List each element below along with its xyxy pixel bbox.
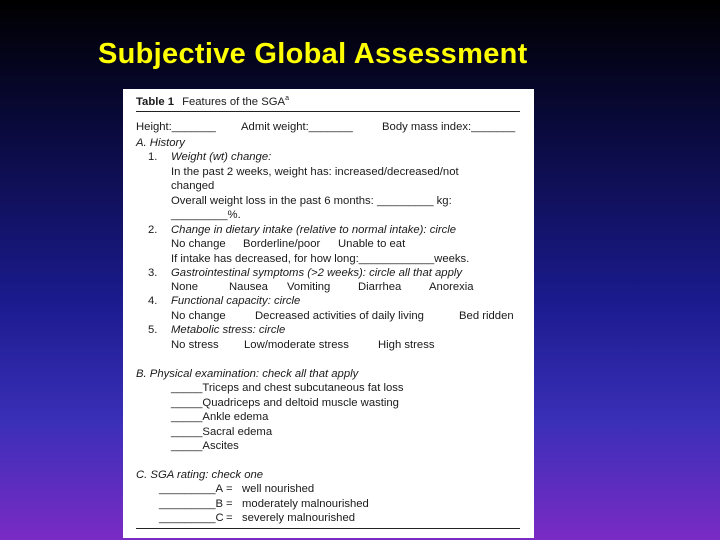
- section-c-title: C. SGA rating: check one: [136, 469, 264, 481]
- slide-title: Subjective Global Assessment: [98, 38, 528, 70]
- item1-line2: changed: [171, 180, 215, 192]
- exam-item: _____Sacral edema: [171, 426, 273, 438]
- item3-number: 3.: [148, 267, 158, 279]
- table-caption-footnote: a: [285, 95, 289, 102]
- item3-option: Vomiting: [287, 281, 331, 293]
- rating-blank: _________B: [159, 498, 224, 510]
- item3-option: Anorexia: [429, 281, 474, 293]
- height-field: Height:_______: [136, 121, 216, 133]
- item2-number: 2.: [148, 224, 158, 236]
- item3-option: None: [171, 281, 199, 293]
- table-number: Table 1: [136, 95, 175, 108]
- sga-table-document: [123, 89, 534, 538]
- table-caption: [136, 92, 289, 109]
- rating-equals: =: [226, 483, 233, 495]
- item4-number: 4.: [148, 295, 158, 307]
- rating-equals: =: [226, 512, 233, 524]
- item3-option: Diarrhea: [358, 281, 402, 293]
- top-rule: [136, 111, 520, 112]
- item5-number: 5.: [148, 324, 158, 336]
- item4-option: Bed ridden: [459, 310, 514, 322]
- item5-option: High stress: [378, 339, 435, 351]
- item1-number: 1.: [148, 151, 158, 163]
- bmi-field: Body mass index:_______: [382, 121, 516, 133]
- section-b-title: B. Physical examination: check all that apply: [136, 368, 359, 380]
- table-caption-text: Features of the SGA: [182, 95, 286, 108]
- item1-line1: In the past 2 weeks, weight has: increased/decreased/not: [171, 166, 459, 178]
- item3-label: Gastrointestinal symptoms (>2 weeks): circle all that apply: [171, 267, 463, 279]
- item5-option: Low/moderate stress: [244, 339, 349, 351]
- item4-label: Functional capacity: circle: [171, 295, 301, 307]
- rating-text: severely malnourished: [242, 512, 356, 524]
- item2-duration-line: If intake has decreased, for how long:____________weeks.: [171, 253, 470, 265]
- item2-option: No change: [171, 238, 226, 250]
- item3-option: Nausea: [229, 281, 268, 293]
- section-a-title: A. History: [136, 137, 185, 149]
- bottom-rule: [136, 528, 520, 529]
- exam-item: _____Quadriceps and deltoid muscle wasting: [171, 397, 399, 409]
- item5-option: No stress: [171, 339, 219, 351]
- item1-label: Weight (wt) change:: [171, 151, 272, 163]
- item5-label: Metabolic stress: circle: [171, 324, 286, 336]
- exam-item: _____Ankle edema: [171, 411, 269, 423]
- rating-equals: =: [226, 498, 233, 510]
- item2-label: Change in dietary intake (relative to normal intake): circle: [171, 224, 457, 236]
- item4-option: No change: [171, 310, 226, 322]
- item1-line4: _________%.: [171, 209, 241, 221]
- admit-weight-field: Admit weight:_______: [241, 121, 353, 133]
- rating-blank: _________C: [159, 512, 224, 524]
- item1-line3: Overall weight loss in the past 6 months: _________ kg:: [171, 195, 452, 207]
- rating-blank: _________A: [159, 483, 224, 495]
- item2-option: Unable to eat: [338, 238, 406, 250]
- rating-text: well nourished: [242, 483, 315, 495]
- item2-option: Borderline/poor: [243, 238, 321, 250]
- item4-option: Decreased activities of daily living: [255, 310, 424, 322]
- exam-item: _____Ascites: [171, 440, 239, 452]
- exam-item: _____Triceps and chest subcutaneous fat loss: [171, 382, 404, 394]
- rating-text: moderately malnourished: [242, 498, 369, 510]
